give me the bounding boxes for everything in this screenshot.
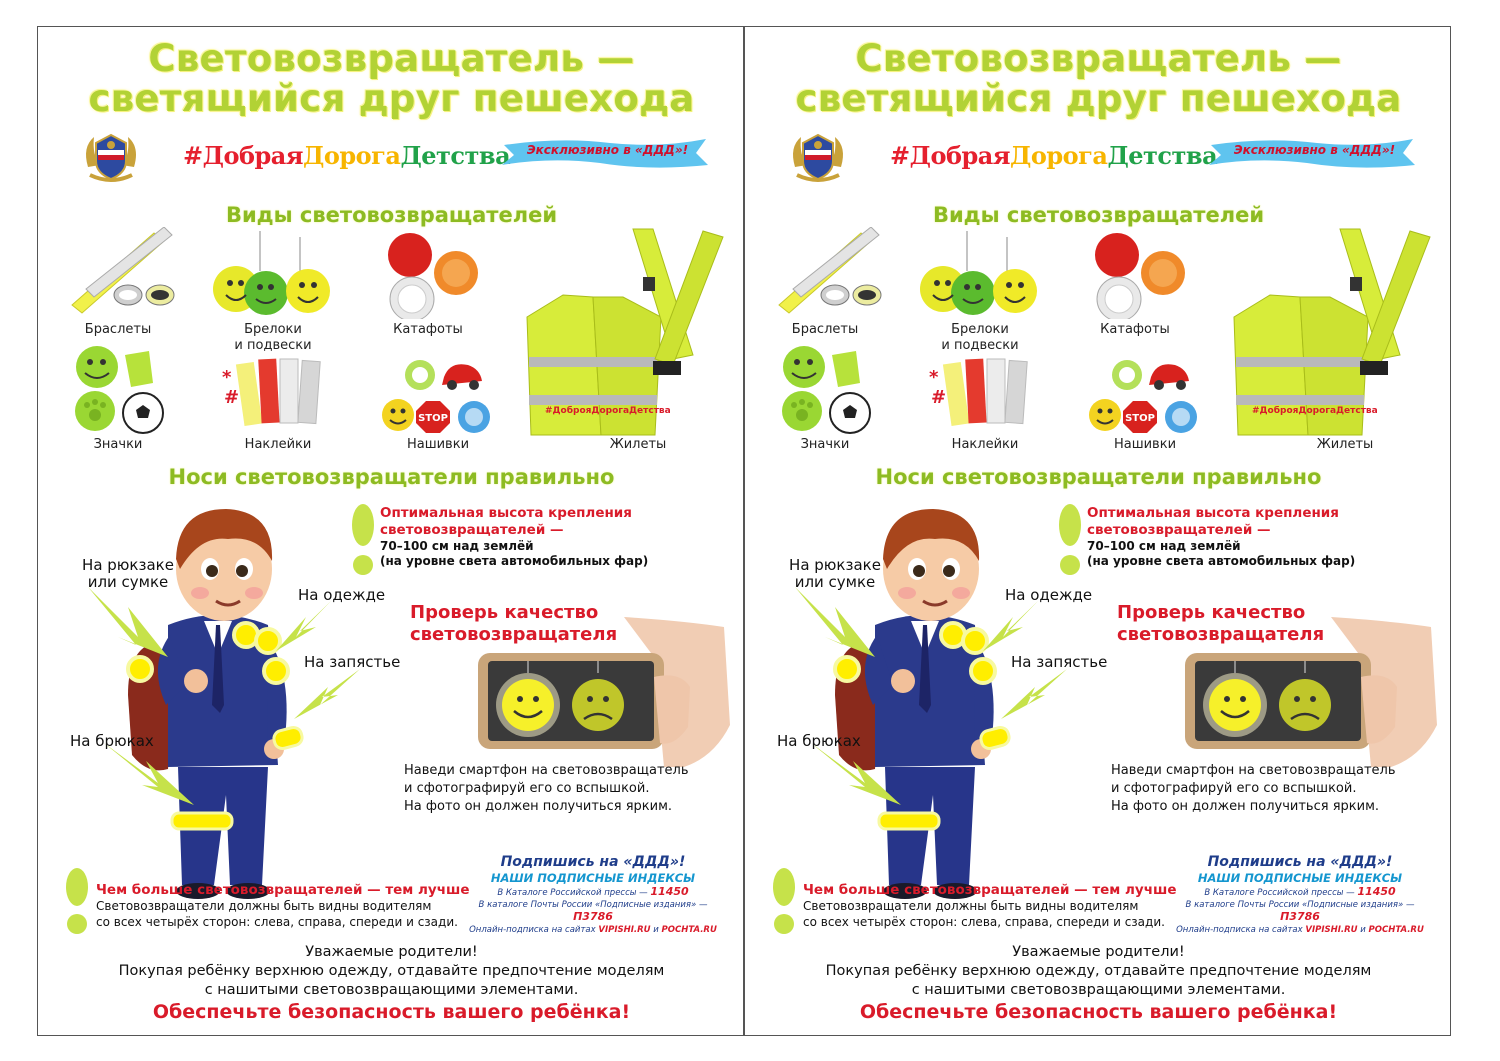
patches-image [378, 357, 498, 437]
more-line-1: Световозвращатели должны быть видны водителям [96, 899, 432, 913]
title-line-1: Световозвращатель — [855, 37, 1342, 80]
hashtag-part-1: #Добрая [890, 141, 1011, 170]
caption-bracelets: Браслеты [791, 322, 859, 337]
hashtag-part-3: Детства [400, 141, 511, 170]
caption-keychains-line-2: и подвески [234, 338, 312, 353]
subscribe-line-2-text: В каталоге Почты России «Подписные издания» — [1185, 900, 1415, 910]
check-line-1: Наведи смартфон на световозвращатель [1111, 763, 1396, 778]
caption-patches: Нашивки [406, 437, 470, 452]
hashtag-part-3: Детства [1107, 141, 1218, 170]
bracelets-image [68, 227, 178, 315]
more-line-2: со всех четырёх сторон: слева, справа, спереди и сзади. [96, 915, 458, 929]
more-block [96, 882, 476, 930]
gibdd-emblem-icon [789, 127, 847, 185]
more-line-2: со всех четырёх сторон: слева, справа, спереди и сзади. [803, 915, 1165, 929]
caption-vests: Жилеты [609, 437, 667, 452]
subscribe-site-1[interactable]: VIPISHI.RU [1305, 925, 1358, 935]
poster-right [744, 26, 1451, 1036]
exclamation-icon-2 [771, 867, 797, 935]
footer-call-to-action: Обеспечьте безопасность вашего ребёнка! [152, 1001, 631, 1023]
footer-line-2: Покупая ребёнку верхнюю одежду, отдавайте предпочтение моделям [825, 963, 1372, 979]
hashtag-logo [183, 141, 510, 170]
subscribe-line-3-and: и [653, 925, 659, 935]
subscribe-line-3-and: и [1360, 925, 1366, 935]
height-head-line-1: Оптимальная высота крепления [380, 505, 632, 521]
caption-katafots: Катафоты [1100, 322, 1170, 337]
label-backpack-line-1: На рюкзаке [789, 556, 881, 574]
subscribe-line-3-text: Онлайн-подписка на сайтах [1176, 925, 1303, 935]
section-wear-heading: Носи световозвращатели правильно [168, 465, 615, 489]
caption-badges: Значки [800, 437, 850, 452]
exclamation-icon [350, 503, 376, 577]
footer-call-to-action: Обеспечьте безопасность вашего ребёнка! [859, 1001, 1338, 1023]
poster-title [745, 39, 1451, 119]
section-wear-heading: Носи световозвращатели правильно [875, 465, 1322, 489]
subscribe-line-1-text: В Каталоге Российской прессы — [1204, 888, 1355, 898]
subscribe-subheading: НАШИ ПОДПИСНЫЕ ИНДЕКСЫ [490, 871, 696, 885]
vests-image [523, 225, 728, 450]
svg-text:*: * [929, 367, 939, 388]
footer-line-3: с нашитыми световозвращающими элементами. [911, 982, 1286, 998]
phone-check-image [474, 617, 734, 767]
ribbon-text: Эксклюзивно в «ДДД»! [1233, 143, 1396, 157]
caption-vests: Жилеты [1316, 437, 1374, 452]
subscribe-line-2 [468, 899, 718, 924]
label-wrist: На запястье [1011, 653, 1108, 671]
svg-text:*: * [222, 367, 232, 388]
caption-keychains-line-1: Брелоки [951, 322, 1009, 337]
subscribe-heading: Подпишись на «ДДД»! [500, 854, 686, 870]
label-wrist: На запястье [304, 653, 401, 671]
caption-patches: Нашивки [1113, 437, 1177, 452]
hashtag-part-2: Дорога [303, 141, 401, 170]
section-types-heading: Виды световозвращателей [932, 203, 1265, 227]
subscribe-block [468, 854, 718, 936]
check-line-2: и сфотографируй его со вспышкой. [404, 781, 650, 796]
exclamation-icon-2 [64, 867, 90, 935]
label-backpack-line-2: или сумке [794, 573, 876, 591]
ribbon-text: Эксклюзивно в «ДДД»! [526, 143, 689, 157]
check-head-line-2: световозвращателя [1117, 624, 1325, 645]
caption-badges: Значки [93, 437, 143, 452]
svg-text:#: # [931, 387, 947, 408]
check-line-2: и сфотографируй его со вспышкой. [1111, 781, 1357, 796]
subscribe-line-2-text: В каталоге Почты России «Подписные издания» — [478, 900, 708, 910]
more-heading: Чем больше световозвращателей — тем лучше [803, 882, 1177, 898]
subscribe-line-3 [1175, 924, 1425, 936]
svg-text:#: # [224, 387, 240, 408]
title-line-2: светящийся друг пешехода [88, 77, 695, 120]
subscribe-line-3-text: Онлайн-подписка на сайтах [469, 925, 596, 935]
subscribe-site-2[interactable]: POCHTA.RU [1368, 925, 1424, 935]
label-backpack-line-2: или сумке [87, 573, 169, 591]
stop-sign-text: STOP [418, 413, 448, 424]
arrow-wrist-icon [294, 667, 364, 722]
more-line-1: Световозвращатели должны быть видны водителям [803, 899, 1139, 913]
gibdd-emblem-icon [82, 127, 140, 185]
check-head-line-1: Проверь качество [410, 602, 599, 623]
vest-text: #ДоброяДорогаДетства [1252, 406, 1378, 416]
caption-keychains [930, 322, 1030, 354]
arrow-clothes-icon [276, 597, 336, 657]
hashtag-part-2: Дорога [1010, 141, 1108, 170]
keychains-image [208, 231, 338, 319]
height-head-line-2: световозвращателей — [1087, 522, 1271, 538]
height-line-3: 70–100 см над землёй [1087, 539, 1241, 553]
katafots-image [368, 231, 488, 319]
footer-text [745, 943, 1451, 1000]
subscribe-index-1: 11450 [1357, 885, 1396, 898]
label-trousers: На брюках [777, 732, 861, 750]
subscribe-line-1 [1175, 886, 1425, 899]
badges-image [780, 345, 875, 435]
more-heading: Чем больше световозвращателей — тем лучше [96, 882, 470, 898]
subscribe-line-1 [468, 886, 718, 899]
check-line-3: На фото он должен получиться ярким. [1111, 799, 1380, 814]
more-block [803, 882, 1183, 930]
footer-line-1: Уважаемые родители! [305, 944, 478, 960]
stickers-image [925, 353, 1040, 433]
badges-image [73, 345, 168, 435]
label-trousers: На брюках [70, 732, 154, 750]
vests-image [1230, 225, 1435, 450]
subscribe-index-2: П3786 [573, 910, 613, 923]
footer-text [38, 943, 744, 1000]
bracelets-image [775, 227, 885, 315]
caption-stickers: Наклейки [951, 437, 1019, 452]
check-line-3: На фото он должен получиться ярким. [404, 799, 673, 814]
stickers-image [218, 353, 333, 433]
vest-text: #ДоброяДорогаДетства [545, 406, 671, 416]
label-backpack-line-1: На рюкзаке [82, 556, 174, 574]
check-line-1: Наведи смартфон на световозвращатель [404, 763, 689, 778]
check-head-line-2: световозвращателя [410, 624, 618, 645]
subscribe-heading: Подпишись на «ДДД»! [1207, 854, 1393, 870]
height-block [1087, 505, 1407, 569]
label-backpack [775, 557, 895, 591]
caption-katafots: Катафоты [393, 322, 463, 337]
section-types-heading: Виды световозвращателей [225, 203, 558, 227]
caption-keychains [223, 322, 323, 354]
caption-keychains-line-2: и подвески [941, 338, 1019, 353]
subscribe-block [1175, 854, 1425, 936]
subscribe-site-1[interactable]: VIPISHI.RU [598, 925, 651, 935]
subscribe-index-1: 11450 [650, 885, 689, 898]
hashtag-part-1: #Добрая [183, 141, 304, 170]
height-line-3: 70–100 см над землёй [380, 539, 534, 553]
subscribe-subheading: НАШИ ПОДПИСНЫЕ ИНДЕКСЫ [1197, 871, 1403, 885]
subscribe-line-2 [1175, 899, 1425, 924]
subscribe-index-2: П3786 [1280, 910, 1320, 923]
caption-keychains-line-1: Брелоки [244, 322, 302, 337]
height-head-line-1: Оптимальная высота крепления [1087, 505, 1339, 521]
footer-line-3: с нашитыми световозвращающими элементами. [204, 982, 579, 998]
height-head-line-2: световозвращателей — [380, 522, 564, 538]
subscribe-site-2[interactable]: POCHTA.RU [661, 925, 717, 935]
subscribe-line-1-text: В Каталоге Российской прессы — [497, 888, 648, 898]
title-line-2: светящийся друг пешехода [795, 77, 1402, 120]
keychains-image [915, 231, 1045, 319]
check-head-line-1: Проверь качество [1117, 602, 1306, 623]
poster-left [37, 26, 744, 1036]
height-block [380, 505, 700, 569]
footer-line-2: Покупая ребёнку верхнюю одежду, отдавайте предпочтение моделям [118, 963, 665, 979]
hashtag-logo [890, 141, 1217, 170]
phone-check-image [1181, 617, 1441, 767]
caption-bracelets: Браслеты [84, 322, 152, 337]
height-line-4: (на уровне света автомобильных фар) [380, 554, 649, 568]
stop-sign-text: STOP [1125, 413, 1155, 424]
caption-stickers: Наклейки [244, 437, 312, 452]
label-clothes: На одежде [1005, 586, 1093, 604]
check-text [404, 762, 689, 816]
subscribe-line-3 [468, 924, 718, 936]
arrow-clothes-icon [983, 597, 1043, 657]
arrow-wrist-icon [1001, 667, 1071, 722]
title-line-1: Световозвращатель — [148, 37, 635, 80]
exclamation-icon [1057, 503, 1083, 577]
poster-title [38, 39, 744, 119]
height-line-4: (на уровне света автомобильных фар) [1087, 554, 1356, 568]
label-clothes: На одежде [298, 586, 386, 604]
label-backpack [68, 557, 188, 591]
katafots-image [1075, 231, 1195, 319]
footer-line-1: Уважаемые родители! [1012, 944, 1185, 960]
patches-image [1085, 357, 1205, 437]
check-text [1111, 762, 1396, 816]
